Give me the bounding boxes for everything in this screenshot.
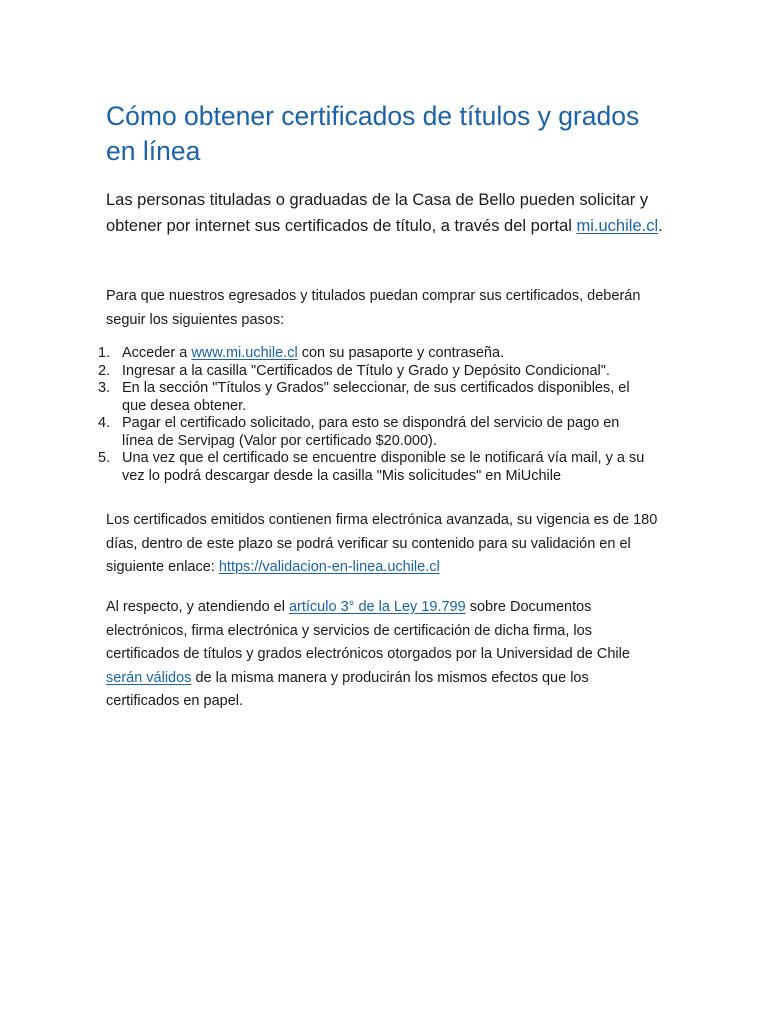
step-text-end: con su pasaporte y contraseña. <box>297 345 505 361</box>
intro-period: . <box>658 217 663 235</box>
validity-text: Los certificados emitidos contienen firma electrónica avanzada, su vigencia es de 180 días, dentro de este plazo se podrá verificar su contenido para su validación en el siguiente enlace: <box>106 512 658 575</box>
intro-text: Las personas tituladas o graduadas de la Casa de Bello pueden solicitar y obtener por internet sus certificados de título, a través del portal <box>106 191 649 235</box>
law-article-link[interactable]: artículo 3° de la Ley 19.799 <box>288 599 466 615</box>
validation-link[interactable]: https://validacion-en-linea.uchile.cl <box>218 559 440 575</box>
valid-link[interactable]: serán válidos <box>106 669 192 686</box>
step-item <box>98 450 652 485</box>
step-number: 2. <box>98 362 111 379</box>
step-text: Una vez que el certificado se encuentre disponible se le notificará vía mail, y a su vez lo podrá descargar desde la casilla "Mis solicitudes" en MiUchile <box>122 450 645 484</box>
step-item <box>98 362 652 381</box>
step-number: 1. <box>98 345 111 361</box>
step-number: 3. <box>98 380 111 396</box>
portal-link[interactable]: mi.uchile.cl <box>576 217 659 235</box>
step-item <box>98 345 652 363</box>
validity-paragraph <box>106 509 666 580</box>
step-item <box>98 380 652 415</box>
step-number: 4. <box>98 415 111 431</box>
legal-text-3: de la misma manera y producirán los mismos efectos que los certificados en papel. <box>106 669 589 709</box>
step-number: 5. <box>98 450 111 466</box>
page-title: Cómo obtener certificados de títulos y grados en línea <box>106 101 640 166</box>
steps-intro: Para que nuestros egresados y titulados puedan comprar sus certificados, deberán seguir los siguientes pasos: <box>106 288 641 328</box>
legal-text-2: sobre Documentos electrónicos, firma electrónica y servicios de certificación de dicha firma, los certificados de títulos y grados electrónicos otorgados por la Universidad de Chile <box>106 599 630 662</box>
intro-paragraph <box>106 187 666 239</box>
step-item <box>98 415 652 450</box>
mi-uchile-link[interactable]: www.mi.uchile.cl <box>191 345 298 361</box>
step-text: Ingresar a la casilla "Certificados de Título y Grado y Depósito Condicional". <box>122 362 610 379</box>
legal-paragraph <box>106 596 666 714</box>
steps-list <box>98 345 652 485</box>
step-text: Pagar el certificado solicitado, para esto se dispondrá del servicio de pago en línea de Servipag (Valor por certificado $20.000). <box>122 415 620 449</box>
step-text: En la sección "Títulos y Grados" seleccionar, de sus certificados disponibles, el que desea obtener. <box>122 380 630 414</box>
legal-text-1: Al respecto, y atendiendo el <box>106 599 289 615</box>
step-text: Acceder a <box>122 345 192 361</box>
